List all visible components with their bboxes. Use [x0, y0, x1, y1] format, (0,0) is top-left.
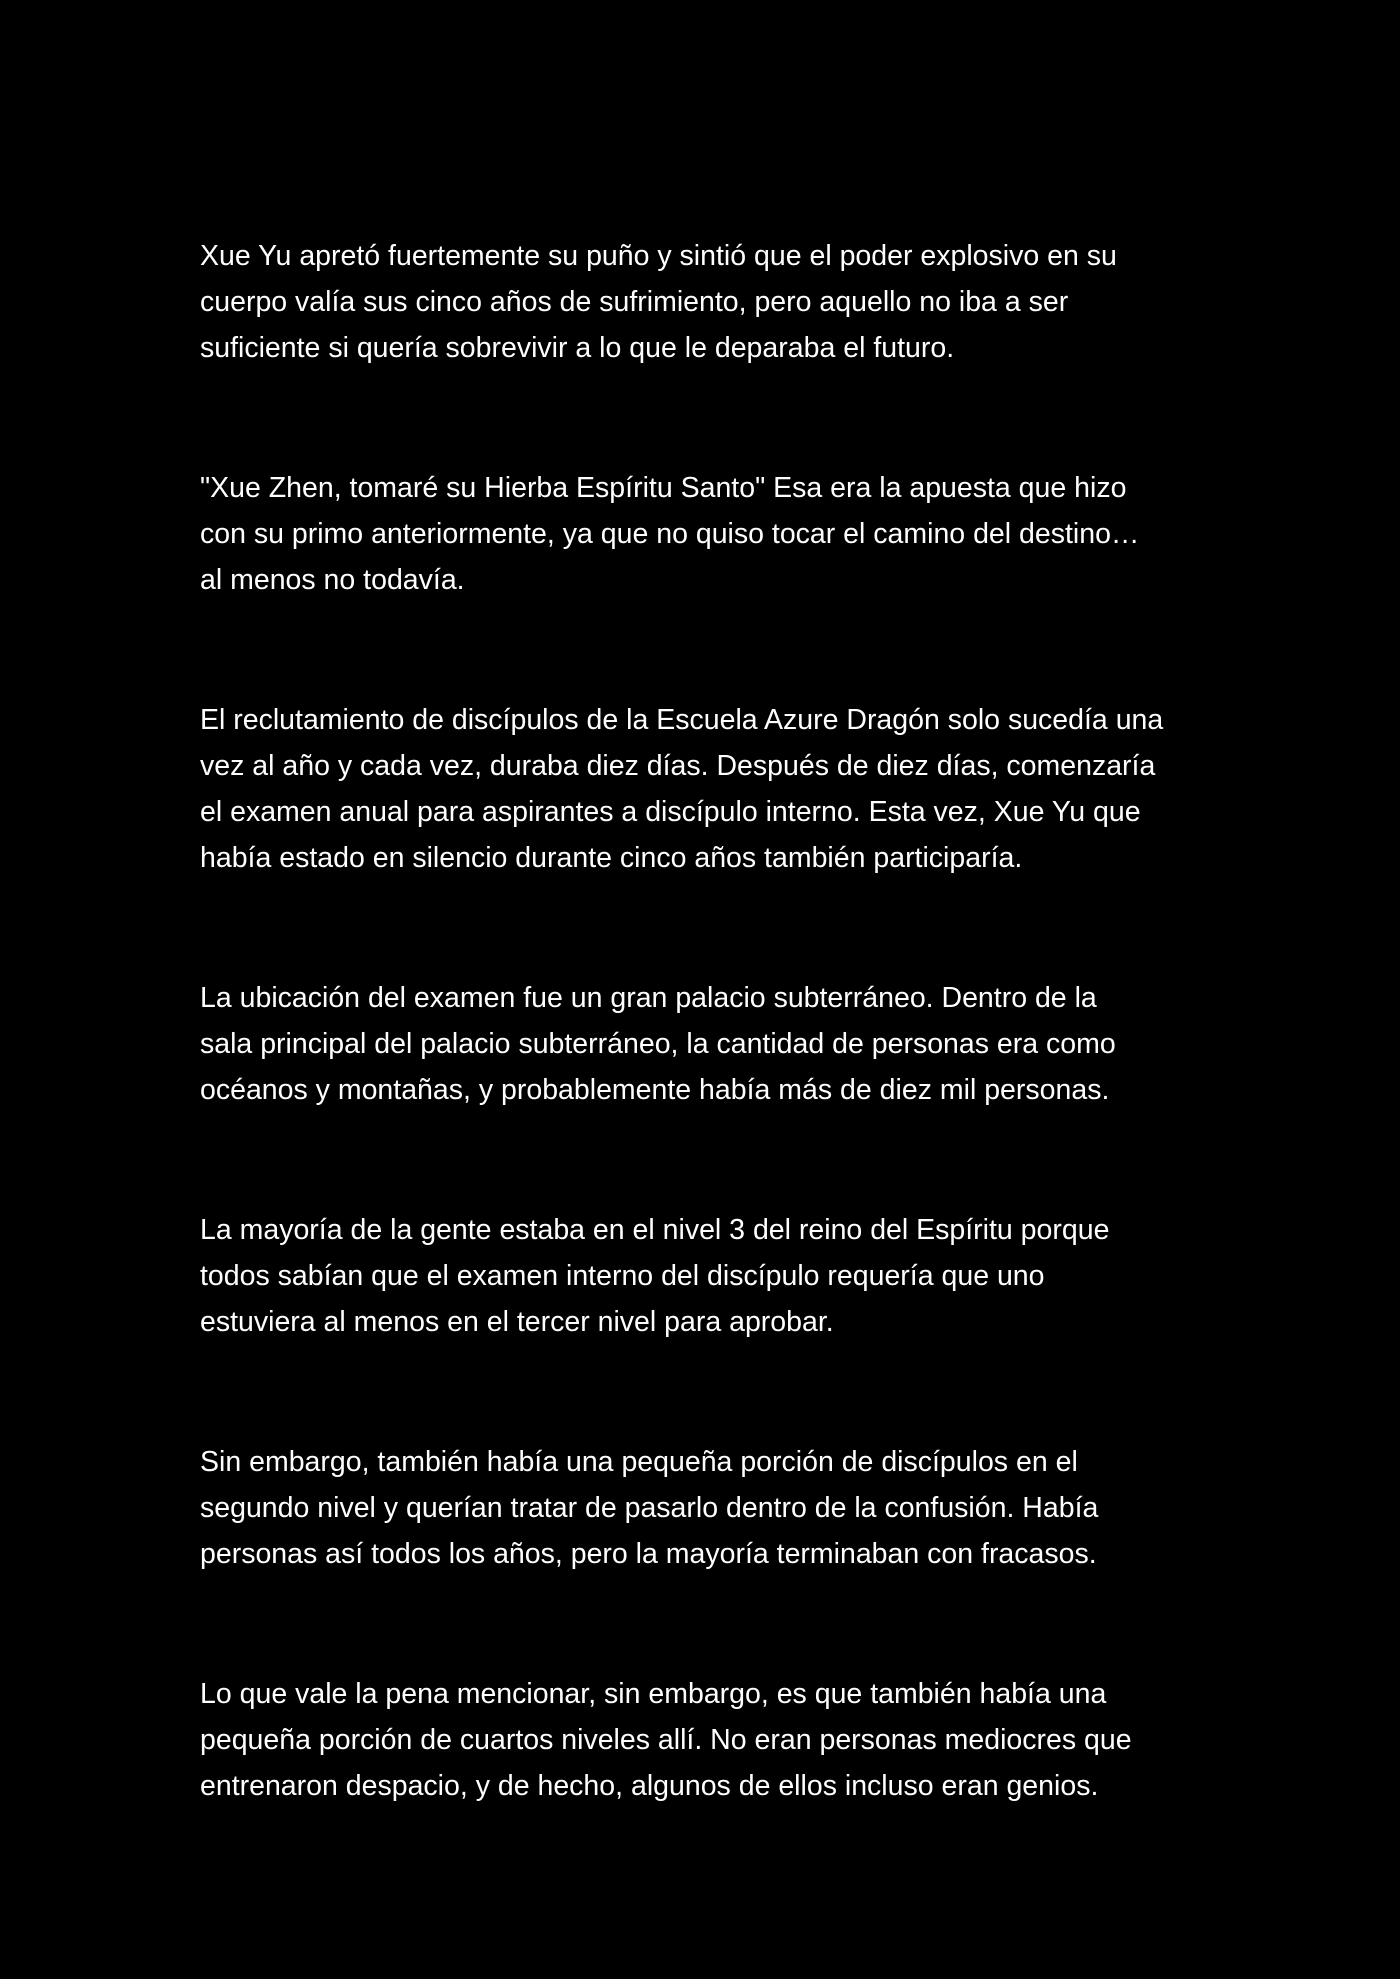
- paragraph-3: [200, 697, 1210, 881]
- paragraph-line: Sin embargo, también había una pequeña porción de discípulos en el: [200, 1446, 1078, 1478]
- paragraph-line: La mayoría de la gente estaba en el nivel 3 del reino del Espíritu porque: [200, 1214, 1110, 1246]
- paragraph-line: todos sabían que el examen interno del discípulo requería que uno: [200, 1260, 1045, 1292]
- paragraph-line: al menos no todavía.: [200, 564, 465, 596]
- paragraph-1: [200, 233, 1210, 371]
- paragraph-5: [200, 1207, 1210, 1345]
- paragraph-6: [200, 1439, 1210, 1577]
- paragraph-line: La ubicación del examen fue un gran palacio subterráneo. Dentro de la: [200, 982, 1097, 1014]
- paragraph-line: con su primo anteriormente, ya que no quiso tocar el camino del destino…: [200, 518, 1140, 550]
- paragraph-2: [200, 465, 1210, 603]
- paragraph-line: suficiente si quería sobrevivir a lo que le deparaba el futuro.: [200, 332, 955, 364]
- paragraph-line: segundo nivel y querían tratar de pasarlo dentro de la confusión. Había: [200, 1492, 1099, 1524]
- paragraph-line: "Xue Zhen, tomaré su Hierba Espíritu Santo" Esa era la apuesta que hizo: [200, 472, 1127, 504]
- paragraph-4: [200, 975, 1210, 1113]
- paragraph-line: personas así todos los años, pero la mayoría terminaban con fracasos.: [200, 1538, 1097, 1570]
- paragraph-line: sala principal del palacio subterráneo, la cantidad de personas era como: [200, 1028, 1116, 1060]
- paragraph-line: cuerpo valía sus cinco años de sufrimiento, pero aquello no iba a ser: [200, 286, 1069, 318]
- paragraph-line: vez al año y cada vez, duraba diez días. Después de diez días, comenzaría: [200, 750, 1156, 782]
- paragraph-line: estuviera al menos en el tercer nivel para aprobar.: [200, 1306, 834, 1338]
- paragraph-line: entrenaron despacio, y de hecho, algunos de ellos incluso eran genios.: [200, 1770, 1099, 1802]
- paragraph-line: El reclutamiento de discípulos de la Escuela Azure Dragón solo sucedía una: [200, 704, 1164, 736]
- paragraph-line: océanos y montañas, y probablemente había más de diez mil personas.: [200, 1074, 1110, 1106]
- paragraph-7: [200, 1671, 1210, 1809]
- paragraph-line: había estado en silencio durante cinco años también participaría.: [200, 842, 1023, 874]
- paragraph-line: Xue Yu apretó fuertemente su puño y sintió que el poder explosivo en su: [200, 240, 1117, 272]
- paragraph-line: pequeña porción de cuartos niveles allí. No eran personas mediocres que: [200, 1724, 1132, 1756]
- paragraph-line: Lo que vale la pena mencionar, sin embargo, es que también había una: [200, 1678, 1107, 1710]
- text-column: [200, 233, 1210, 1903]
- paragraph-line: el examen anual para aspirantes a discípulo interno. Esta vez, Xue Yu que: [200, 796, 1141, 828]
